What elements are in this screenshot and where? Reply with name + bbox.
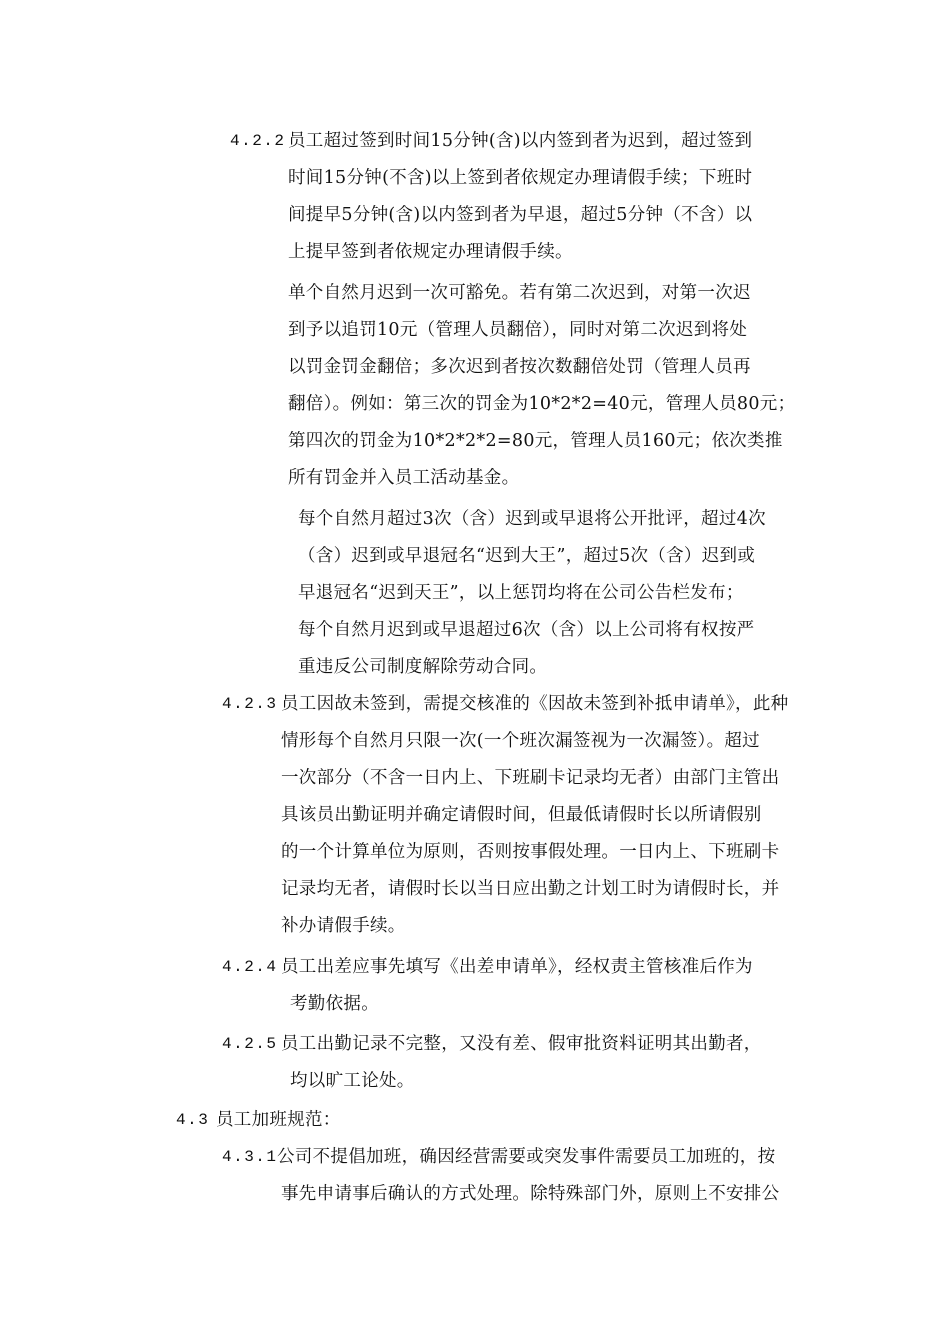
text-line: 上提早签到者依规定办理请假手续。 bbox=[288, 242, 573, 262]
text-line: 公司不提倡加班，确因经营需要或突发事件需要员工加班的，按 bbox=[277, 1147, 776, 1167]
text-line: 每个自然月迟到或早退超过6次（含）以上公司将有权按严 bbox=[298, 620, 755, 640]
text-line: 员工超过签到时间15分钟(含)以内签到者为迟到，超过签到 bbox=[288, 131, 753, 151]
text-line: 第四次的罚金为10*2*2*2=80元，管理人员160元；依次类推 bbox=[288, 431, 783, 451]
clause-number: 4.2.4 bbox=[222, 958, 278, 976]
text-line: 记录均无者，请假时长以当日应出勤之计划工时为请假时长，并 bbox=[281, 879, 780, 899]
text-line: 的一个计算单位为原则，否则按事假处理。一日内上、下班刷卡 bbox=[281, 842, 780, 862]
text-line: 单个自然月迟到一次可豁免。若有第二次迟到，对第一次迟 bbox=[288, 283, 751, 303]
text-line: 早退冠名“迟到天王”，以上惩罚均将在公司公告栏发布； bbox=[298, 583, 744, 603]
text-line: 均以旷工论处。 bbox=[290, 1071, 415, 1091]
clause-number: 4.3.1 bbox=[222, 1148, 278, 1166]
clause-number: 4.2.5 bbox=[222, 1035, 278, 1053]
section-heading: 员工加班规范： bbox=[216, 1110, 341, 1130]
text-line: 重违反公司制度解除劳动合同。 bbox=[298, 657, 548, 677]
text-line: 间提早5分钟(含)以内签到者为早退，超过5分钟（不含）以 bbox=[288, 205, 753, 225]
clause-number: 4.2.2 bbox=[230, 132, 286, 150]
text-line: 时间15分钟(不含)以上签到者依规定办理请假手续；下班时 bbox=[288, 168, 753, 188]
text-line: 以罚金罚金翻倍；多次迟到者按次数翻倍处罚（管理人员再 bbox=[288, 357, 751, 377]
text-line: 一次部分（不含一日内上、下班刷卡记录均无者）由部门主管出 bbox=[281, 768, 780, 788]
text-line: 员工出勤记录不完整，又没有差、假审批资料证明其出勤者， bbox=[281, 1034, 762, 1054]
text-line: 每个自然月超过3次（含）迟到或早退将公开批评，超过4次 bbox=[298, 509, 766, 529]
text-line: 事先申请事后确认的方式处理。除特殊部门外，原则上不安排公 bbox=[281, 1184, 780, 1204]
text-line: 所有罚金并入员工活动基金。 bbox=[288, 468, 520, 488]
clause-number: 4.3 bbox=[176, 1111, 210, 1129]
text-line: 翻倍）。例如：第三次的罚金为10*2*2=40元，管理人员80元； bbox=[288, 394, 796, 414]
text-line: （含）迟到或早退冠名“迟到大王”，超过5次（含）迟到或 bbox=[298, 546, 756, 566]
text-line: 具该员出勤证明并确定请假时间，但最低请假时长以所请假别 bbox=[281, 805, 762, 825]
text-line: 到予以追罚10元（管理人员翻倍），同时对第二次迟到将处 bbox=[288, 320, 748, 340]
clause-number: 4.2.3 bbox=[222, 695, 278, 713]
text-line: 补办请假手续。 bbox=[281, 916, 406, 936]
text-line: 情形每个自然月只限一次(一个班次漏签视为一次漏签）。超过 bbox=[281, 731, 760, 751]
text-line: 员工因故未签到，需提交核准的《因故未签到补抵申请单》，此种 bbox=[281, 694, 789, 714]
text-line: 员工出差应事先填写《出差申请单》，经权责主管核准后作为 bbox=[281, 957, 753, 977]
text-line: 考勤依据。 bbox=[290, 994, 379, 1014]
